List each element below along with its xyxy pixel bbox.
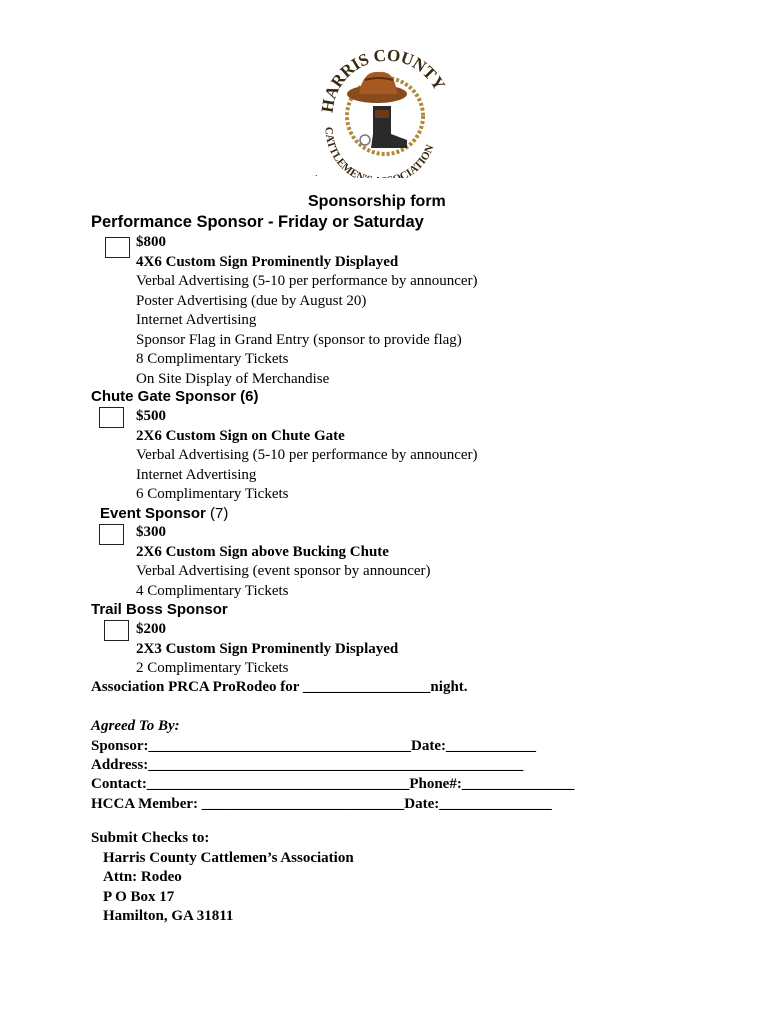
checkbox-event-sponsor[interactable] [99,524,124,545]
benefit-item: Internet Advertising [136,312,257,328]
form-title: Sponsorship form [308,193,446,210]
address-attn: Attn: Rodeo [103,869,182,885]
checkbox-trail-boss-sponsor[interactable] [104,620,129,641]
benefit-item: Verbal Advertising (5-10 per performance by announcer) [136,273,478,289]
sign-description: 2X6 Custom Sign above Bucking Chute [136,543,389,560]
hcca-member-line[interactable]: HCCA Member: ___________________________Date:_______________ [91,796,552,812]
sponsor-line[interactable]: Sponsor:___________________________________Date:____________ [91,738,536,754]
section-heading-event [100,505,228,522]
section-heading-trail-boss: Trail Boss Sponsor [91,601,228,618]
benefit-item: On Site Display of Merchandise [136,370,330,387]
association-logo [315,48,455,178]
checkbox-performance-sponsor[interactable] [105,237,130,258]
benefit-item: 4 Complimentary Tickets [136,582,289,599]
contact-line[interactable]: Contact:___________________________________Phone#:_______________ [91,776,575,792]
event-heading-count: (7) [205,505,229,522]
event-heading-bold: Event Sponsor [100,505,206,522]
association-rodeo-line: Association PRCA ProRodeo for _________________night. [91,679,468,695]
price: $200 [136,621,166,637]
sign-description: 2X3 Custom Sign Prominently Displayed [136,640,399,657]
section-heading-chute-gate: Chute Gate Sponsor (6) [91,388,259,405]
price: $500 [136,408,166,424]
section-heading-performance: Performance Sponsor - Friday or Saturday [91,213,424,231]
price: $300 [136,524,166,540]
benefit-item: 2 Complimentary Tickets [136,660,289,676]
submit-label: Submit Checks to: [91,830,210,846]
price: $800 [136,234,166,250]
checkbox-chute-gate-sponsor[interactable] [99,407,124,428]
address-city: Hamilton, GA 31811 [103,908,234,924]
section-details-event [136,523,431,601]
address-org: Harris County Cattlemen’s Association [103,850,354,866]
benefit-item: 8 Complimentary Tickets [136,351,289,367]
address-po-box: P O Box 17 [103,889,175,905]
benefit-item: Internet Advertising [136,466,257,483]
benefit-item: Sponsor Flag in Grand Entry (sponsor to provide flag) [136,331,462,348]
benefit-item: Verbal Advertising (5-10 per performance by announcer) [136,447,478,463]
logo-top-text: HARRIS COUNTY [317,48,449,114]
stray-dot: . [315,168,318,178]
agreed-label: Agreed To By: [91,718,180,734]
benefit-item: 6 Complimentary Tickets [136,486,289,502]
sign-description: 4X6 Custom Sign Prominently Displayed [136,253,399,270]
address-line[interactable]: Address:__________________________________________________ [91,757,524,773]
logo-bottom-text: CATTLEMEN CIATION [322,126,437,178]
logo-emblem [315,48,455,178]
benefit-item: Verbal Advertising (event sponsor by announcer) [136,563,431,579]
sign-description: 2X6 Custom Sign on Chute Gate [136,427,345,444]
benefit-item: Poster Advertising (due by August 20) [136,292,367,309]
section-details-trail-boss [136,620,398,679]
section-details-chute-gate [136,407,478,505]
section-details-performance [136,233,478,389]
